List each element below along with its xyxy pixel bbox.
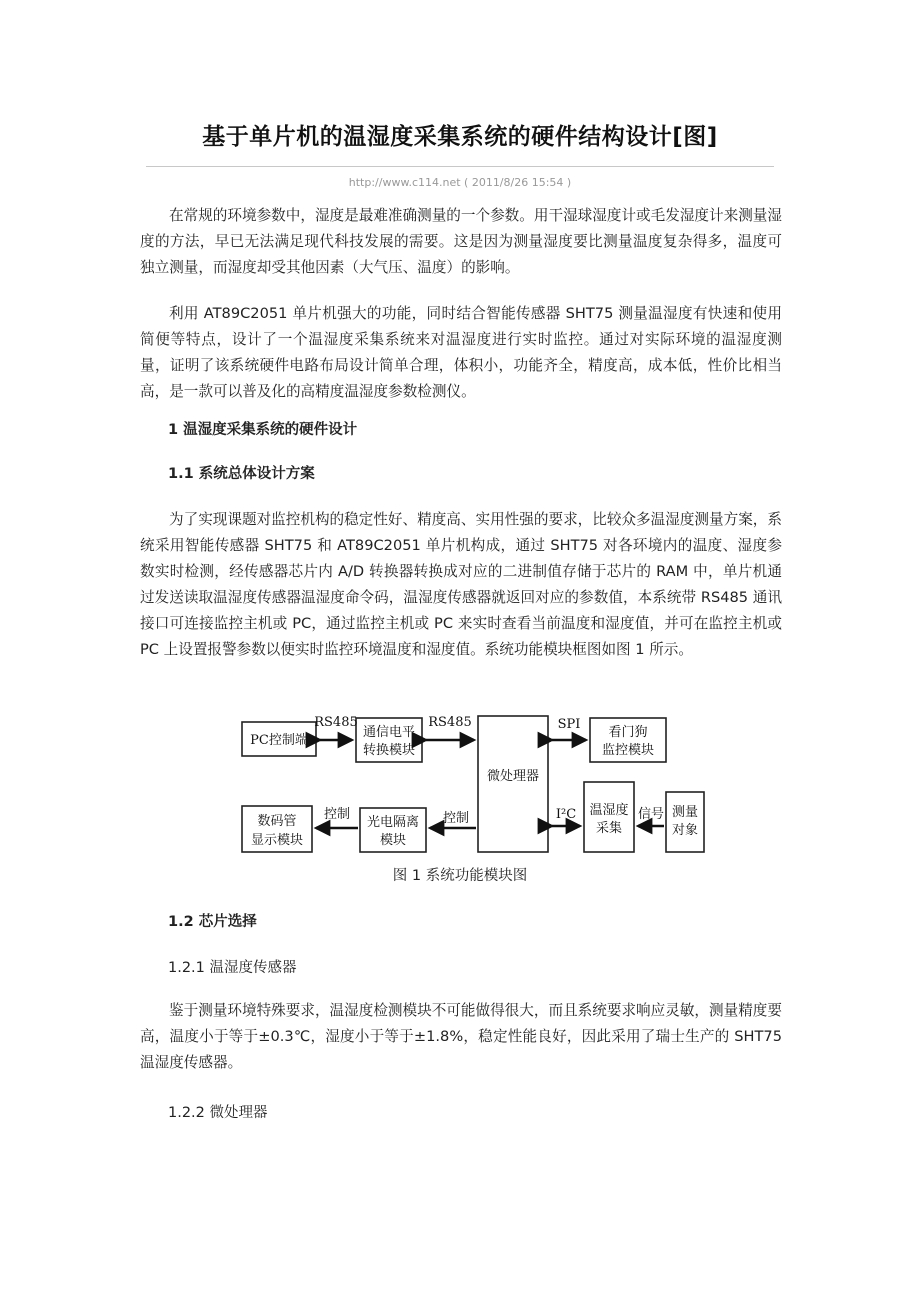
sensor-label-2: 采集 — [595, 821, 623, 836]
heading-chip-selection: 1.2 芯片选择 — [168, 914, 257, 930]
paragraph-sensor: 鉴于测量环境特殊要求，温湿度检测模块不可能做得很大，而且系统要求响应灵敏，测量精度要高，温度小于等于±0.3℃，湿度小于等于±1.8%，稳定性能良好，因此采用了瑞士生产的 SHT75 温湿度传感器。 — [140, 1002, 782, 1071]
mcu-label: 微处理器 — [486, 769, 540, 784]
display-label-1: 数码管 — [257, 814, 297, 829]
target-label-2: 对象 — [671, 823, 699, 838]
article-title: 基于单片机的温湿度采集系统的硬件结构设计[图] — [202, 124, 718, 150]
watchdog-label-1: 看门狗 — [608, 725, 648, 740]
i2c-label: I²C — [555, 807, 577, 822]
block-diagram — [238, 710, 708, 858]
opto-label-1: 光电隔离 — [366, 815, 420, 830]
sensor-label-1: 温湿度 — [589, 803, 629, 818]
target-label-1: 测量 — [671, 805, 699, 820]
display-label-2: 显示模块 — [250, 833, 304, 848]
comm-label-2: 转换模块 — [362, 743, 416, 758]
rs485-label-b: RS485 — [428, 715, 472, 730]
watchdog-label-2: 监控模块 — [601, 743, 655, 758]
rs485-label-a: RS485 — [314, 715, 358, 730]
source-meta: http://www.c114.net ( 2011/8/26 15:54 ) — [348, 176, 572, 189]
heading-overall-scheme: 1.1 系统总体设计方案 — [168, 466, 315, 482]
control-label-a: 控制 — [323, 807, 351, 822]
signal-label: 信号 — [637, 807, 665, 822]
heading-mcu: 1.2.2 微处理器 — [168, 1105, 268, 1121]
paragraph-scheme: 为了实现课题对监控机构的稳定性好、精度高、实用性强的要求，比较众多温湿度测量方案，系统采用智能传感器 SHT75 和 AT89C2051 单片机构成，通过 SHT75 对各环境内的温度、湿度参数实时检测，经传感器芯片内 A/D 转换器转换成对应的二进制值存储于芯片的 RAM 中，单片机通过发送读取温湿度传感器温湿度命令码，温湿度传感器就返回对应的参数值，本系统带 RS485 通讯接口可连接监控主机或 PC，通过监控主机或 PC 来实时查看当前温度和湿度值，并可在监控主机或 PC 上设置报警参数以便实时监控环境温度和湿度值。系统功能模块框图如图 1 所示。 — [140, 511, 782, 658]
heading-sensor: 1.2.1 温湿度传感器 — [168, 960, 297, 976]
paragraph-overview: 利用 AT89C2051 单片机强大的功能，同时结合智能传感器 SHT75 测量温湿度有快速和使用简便等特点，设计了一个温湿度采集系统来对温湿度进行实时监控。通过对实际环境的温湿度测量，证明了该系统硬件电路布局设计简单合理，体积小，功能齐全，精度高，成本低，性价比相当高，是一款可以普及化的高精度温湿度参数检测仪。 — [140, 305, 782, 400]
mcu-block — [478, 716, 548, 852]
heading-hardware-design: 1 温湿度采集系统的硬件设计 — [168, 422, 358, 438]
spi-label: SPI — [557, 717, 581, 732]
title-divider — [146, 166, 774, 167]
figure-caption: 图 1 系统功能模块图 — [392, 868, 528, 884]
paragraph-intro: 在常规的环境参数中，湿度是最难准确测量的一个参数。用干湿球湿度计或毛发湿度计来测量湿度的方法，早已无法满足现代科技发展的需要。这是因为测量湿度要比测量温度复杂得多，温度可独立测量，而湿度却受其他因素（大气压、温度）的影响。 — [140, 207, 782, 276]
pc-label: PC控制端 — [250, 733, 308, 748]
target-block — [666, 792, 704, 852]
opto-label-2: 模块 — [379, 833, 407, 848]
comm-label-1: 通信电平 — [362, 725, 416, 740]
control-label-b: 控制 — [442, 811, 470, 826]
